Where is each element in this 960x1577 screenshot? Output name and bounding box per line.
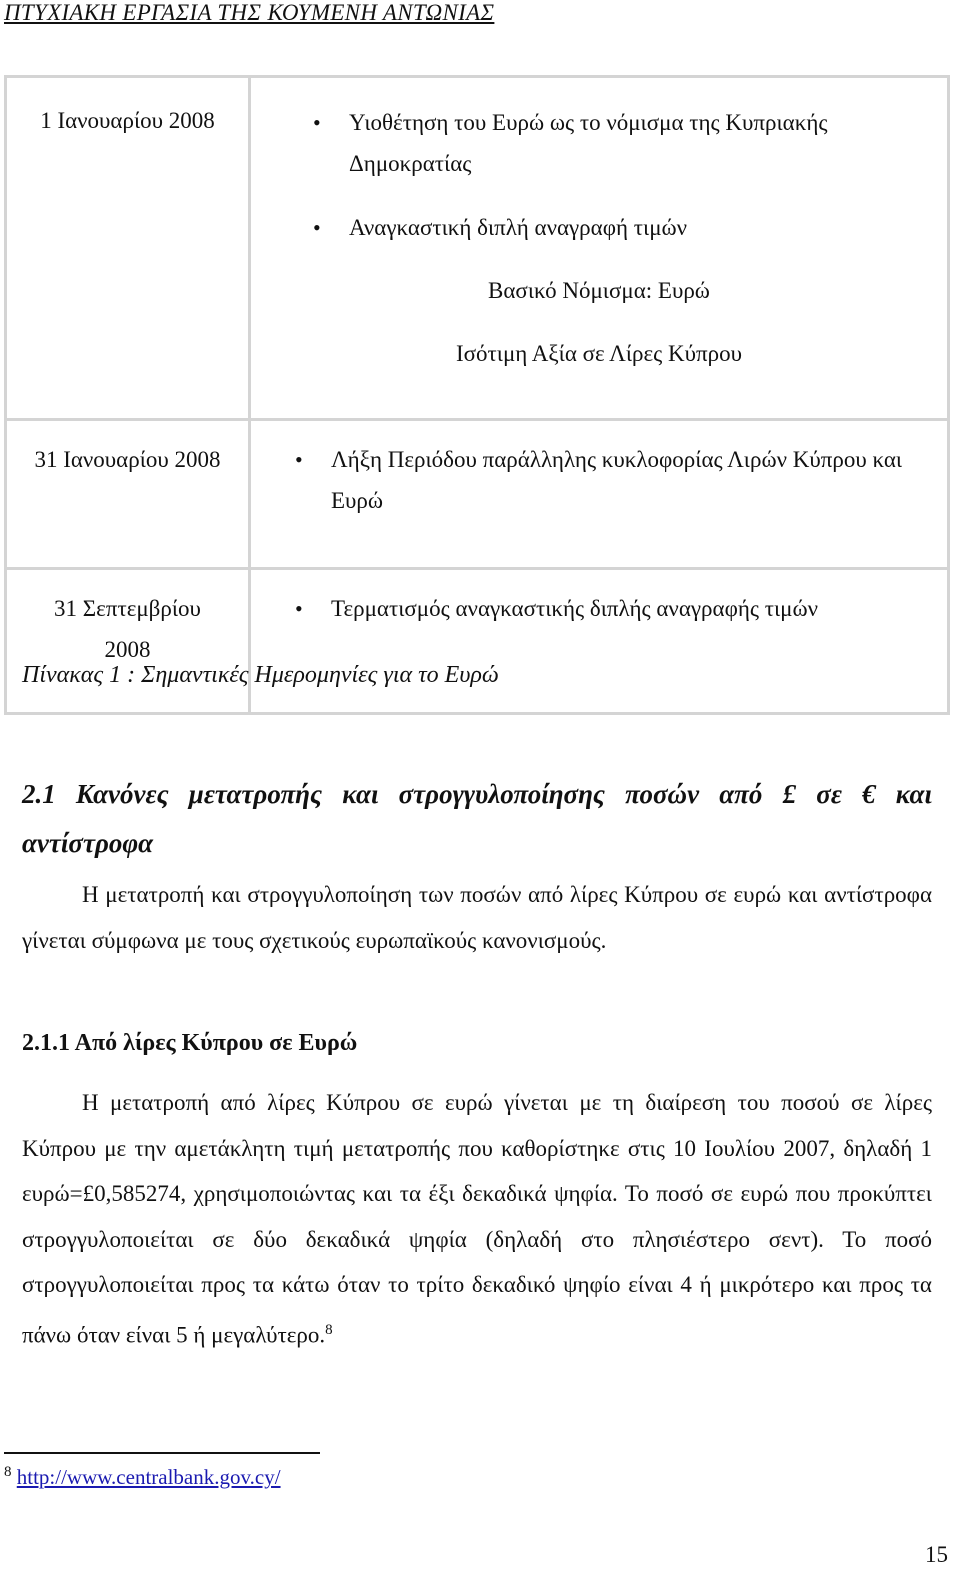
- footnote-separator: [4, 1452, 320, 1454]
- date-text: 31 Ιανουαρίου 2008: [34, 447, 221, 472]
- section-2-1-1-paragraph: [22, 1080, 932, 1358]
- section-2-1-1-text: Η μετατροπή από λίρες Κύπρου σε ευρώ γίνεται με τη διαίρεση του ποσού σε λίρες Κύπρου με την αμετάκλητη τιμή μετατροπής που καθορίστηκε στις 10 Ιουλίου 2007, δηλαδή 1 ευρώ=£0,585274, χρησιμοποιώντας και τα έξι δεκαδικά ψηφία. Το ποσό σε ευρώ που προκύπτει στρογγυλοποιείται σε δύο δεκαδικά ψηφία (δηλαδή στο πλησιέστερο σεντ). Το ποσό στρογγυλοποιείται προς τα κάτω όταν το τρίτο δεκαδικό ψηφίο είναι 4 ή μικρότερο και προς τα πάνω όταν είναι 5 ή μεγαλύτερο.: [22, 1090, 932, 1348]
- table-row: [6, 77, 949, 420]
- date-year-text: 2008: [104, 637, 151, 662]
- base-currency-line: Βασικό Νόμισμα: Ευρώ: [488, 278, 710, 303]
- bullet-item: • Αναγκαστική διπλή αναγραφή τιμών: [349, 207, 947, 248]
- events-cell: [250, 569, 949, 714]
- bullet-item: • Τερματισμός αναγκαστικής διπλής αναγραφής τιμών: [331, 588, 937, 629]
- date-text: 31 Σεπτεμβρίου: [54, 596, 201, 621]
- footnote-reference[interactable]: 8: [325, 1321, 333, 1338]
- date-cell: [6, 569, 250, 714]
- bullet-item: • Υιοθέτηση του Ευρώ ως το νόμισμα της Κυπριακής Δημοκρατίας: [349, 102, 909, 184]
- events-cell: [250, 420, 949, 569]
- footnote: [4, 1464, 281, 1490]
- section-2-1-1-title: 2.1.1 Από λίρες Κύπρου σε Ευρώ: [22, 1030, 358, 1056]
- events-cell: [250, 77, 949, 420]
- footnote-link[interactable]: http://www.centralbank.gov.cy/: [16, 1465, 281, 1489]
- section-2-1-title: 2.1 Κανόνες μετατροπής και στρογγυλοποίησης ποσών από £ σε € και: [22, 779, 932, 809]
- date-cell: [6, 420, 250, 569]
- table-caption: Πίνακας 1 : Σημαντικές Ημερομηνίες για το Ευρώ: [22, 662, 499, 688]
- section-2-1-title-continued: αντίστροφα: [22, 828, 154, 858]
- page-number: 15: [925, 1542, 948, 1567]
- table-row: [6, 420, 949, 569]
- date-cell: [6, 77, 250, 420]
- euro-dates-table: [4, 75, 950, 715]
- equivalent-value-line: Ισότιμη Αξία σε Λίρες Κύπρου: [455, 341, 743, 366]
- footnote-number: 8: [4, 1464, 12, 1480]
- table-row: [6, 569, 949, 714]
- section-2-1-paragraph: Η μετατροπή και στρογγυλοποίηση των ποσών από λίρες Κύπρου σε ευρώ και αντίστροφα γίνεται σύμφωνα με τους σχετικούς ευρωπαϊκούς κανονισμούς.: [22, 882, 932, 953]
- bullet-item: • Λήξη Περιόδου παράλληλης κυκλοφορίας Λιρών Κύπρου και Ευρώ: [331, 439, 937, 521]
- date-text: 1 Ιανουαρίου 2008: [40, 108, 215, 133]
- document-header: ΠΤΥΧΙΑΚΗ ΕΡΓΑΣΙΑ ΤΗΣ ΚΟΥΜΕΝΗ ΑΝΤΩΝΙΑΣ: [4, 0, 495, 25]
